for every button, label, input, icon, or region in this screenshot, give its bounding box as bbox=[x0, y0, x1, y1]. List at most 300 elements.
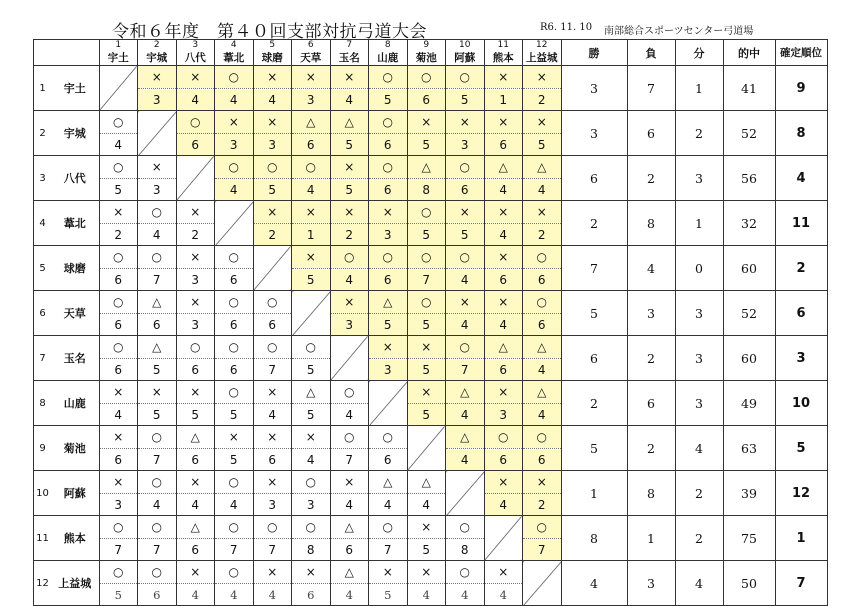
stat-loss: 8 bbox=[627, 201, 675, 246]
match-hit-count: 3 bbox=[446, 134, 485, 156]
match-result-mark: × bbox=[138, 156, 177, 179]
stat-draw: 0 bbox=[675, 246, 723, 291]
match-result-mark: △ bbox=[138, 291, 177, 314]
column-number: 6 bbox=[292, 40, 331, 52]
match-result-mark: ○ bbox=[292, 471, 331, 494]
row-number: 9 bbox=[34, 426, 52, 471]
match-hit-count: 3 bbox=[215, 134, 254, 156]
match-result-mark: △ bbox=[484, 156, 523, 179]
match-result-mark: △ bbox=[523, 381, 562, 404]
stat-draw: 4 bbox=[675, 561, 723, 606]
match-hit-count: 6 bbox=[138, 314, 177, 336]
match-hit-count: 1 bbox=[484, 89, 523, 111]
match-hit-count: 4 bbox=[215, 494, 254, 516]
stat-hits: 52 bbox=[723, 291, 775, 336]
column-number: 9 bbox=[407, 40, 446, 52]
stat-loss: 7 bbox=[627, 66, 675, 111]
match-hit-count: 6 bbox=[523, 269, 562, 291]
table-row bbox=[34, 381, 828, 404]
row-team-name: 葦北 bbox=[51, 201, 99, 246]
stat-rank: 3 bbox=[775, 336, 827, 381]
match-hit-count: 6 bbox=[99, 314, 138, 336]
match-result-mark: × bbox=[253, 201, 292, 224]
stat-win: 2 bbox=[561, 381, 627, 426]
match-hit-count: 6 bbox=[138, 584, 177, 606]
match-result-mark: × bbox=[176, 201, 215, 224]
match-hit-count: 4 bbox=[484, 314, 523, 336]
match-result-mark: × bbox=[330, 156, 369, 179]
match-result-mark: ○ bbox=[292, 336, 331, 359]
match-result-mark: △ bbox=[484, 336, 523, 359]
match-result-mark: ○ bbox=[99, 156, 138, 179]
stat-loss: 6 bbox=[627, 111, 675, 156]
match-result-mark: △ bbox=[523, 156, 562, 179]
match-hit-count: 5 bbox=[292, 404, 331, 426]
match-hit-count: 6 bbox=[369, 449, 408, 471]
match-hit-count: 5 bbox=[407, 359, 446, 381]
match-result-mark: ○ bbox=[99, 561, 138, 584]
match-result-mark: ○ bbox=[253, 336, 292, 359]
table-row bbox=[34, 246, 828, 269]
match-result-mark: × bbox=[407, 516, 446, 539]
match-result-mark: ○ bbox=[215, 66, 254, 89]
stat-loss: 1 bbox=[627, 516, 675, 561]
match-result-mark: × bbox=[407, 381, 446, 404]
match-result-mark: ○ bbox=[99, 336, 138, 359]
match-result-mark: × bbox=[369, 336, 408, 359]
match-hit-count: 6 bbox=[369, 134, 408, 156]
stat-loss: 2 bbox=[627, 336, 675, 381]
match-hit-count: 3 bbox=[369, 224, 408, 246]
match-hit-count: 4 bbox=[215, 584, 254, 606]
match-result-mark: × bbox=[484, 201, 523, 224]
match-hit-count: 5 bbox=[407, 314, 446, 336]
match-hit-count: 5 bbox=[407, 134, 446, 156]
row-team-name: 阿蘇 bbox=[51, 471, 99, 516]
match-hit-count: 4 bbox=[330, 269, 369, 291]
stat-rank: 11 bbox=[775, 201, 827, 246]
match-result-mark: × bbox=[446, 111, 485, 134]
stat-win: 6 bbox=[561, 336, 627, 381]
match-result-mark: △ bbox=[330, 561, 369, 584]
match-result-mark: × bbox=[292, 66, 331, 89]
match-hit-count: 4 bbox=[369, 494, 408, 516]
row-team-name: 球磨 bbox=[51, 246, 99, 291]
match-hit-count: 2 bbox=[523, 224, 562, 246]
row-team-name: 山鹿 bbox=[51, 381, 99, 426]
match-result-mark: ○ bbox=[407, 291, 446, 314]
stat-hits: 60 bbox=[723, 246, 775, 291]
stat-win: 8 bbox=[561, 516, 627, 561]
match-hit-count: 6 bbox=[215, 269, 254, 291]
stat-header-loss: 負 bbox=[627, 40, 675, 66]
self-match-cell bbox=[99, 66, 138, 111]
row-number: 7 bbox=[34, 336, 52, 381]
match-result-mark: × bbox=[99, 201, 138, 224]
match-hit-count: 7 bbox=[138, 539, 177, 561]
match-hit-count: 4 bbox=[215, 179, 254, 201]
stat-hits: 60 bbox=[723, 336, 775, 381]
match-hit-count: 7 bbox=[369, 539, 408, 561]
match-hit-count: 2 bbox=[99, 224, 138, 246]
match-hit-count: 5 bbox=[407, 224, 446, 246]
column-number: 5 bbox=[253, 40, 292, 52]
match-result-mark: × bbox=[484, 291, 523, 314]
stat-draw: 2 bbox=[675, 471, 723, 516]
match-result-mark: × bbox=[484, 246, 523, 269]
match-result-mark: △ bbox=[407, 156, 446, 179]
match-result-mark: ○ bbox=[407, 201, 446, 224]
column-team-name: 球磨 bbox=[253, 51, 292, 66]
match-result-mark: × bbox=[253, 111, 292, 134]
match-result-mark: ○ bbox=[292, 516, 331, 539]
table-row bbox=[34, 471, 828, 494]
table-row bbox=[34, 336, 828, 359]
match-hit-count: 6 bbox=[484, 359, 523, 381]
match-hit-count: 5 bbox=[176, 404, 215, 426]
match-result-mark: × bbox=[407, 561, 446, 584]
match-result-mark: ○ bbox=[446, 246, 485, 269]
match-hit-count: 4 bbox=[446, 584, 485, 606]
match-hit-count: 5 bbox=[138, 359, 177, 381]
stat-loss: 3 bbox=[627, 291, 675, 336]
match-hit-count: 3 bbox=[369, 359, 408, 381]
match-result-mark: ○ bbox=[292, 156, 331, 179]
match-hit-count: 4 bbox=[292, 179, 331, 201]
match-result-mark: × bbox=[330, 66, 369, 89]
stat-rank: 6 bbox=[775, 291, 827, 336]
match-result-mark: △ bbox=[369, 471, 408, 494]
match-hit-count: 4 bbox=[176, 89, 215, 111]
match-hit-count: 4 bbox=[253, 404, 292, 426]
match-hit-count: 4 bbox=[446, 449, 485, 471]
match-result-mark: × bbox=[523, 471, 562, 494]
column-team-name: 玉名 bbox=[330, 51, 369, 66]
match-hit-count: 6 bbox=[330, 539, 369, 561]
column-number: 2 bbox=[138, 40, 177, 52]
stat-win: 3 bbox=[561, 66, 627, 111]
match-hit-count: 6 bbox=[176, 134, 215, 156]
match-result-mark: × bbox=[215, 111, 254, 134]
match-result-mark: ○ bbox=[176, 336, 215, 359]
match-result-mark: × bbox=[523, 66, 562, 89]
row-team-name: 熊本 bbox=[51, 516, 99, 561]
match-hit-count: 6 bbox=[484, 134, 523, 156]
match-hit-count: 2 bbox=[330, 224, 369, 246]
match-result-mark: ○ bbox=[330, 381, 369, 404]
stat-win: 5 bbox=[561, 291, 627, 336]
match-hit-count: 5 bbox=[369, 89, 408, 111]
stat-draw: 3 bbox=[675, 291, 723, 336]
match-result-mark: ○ bbox=[138, 471, 177, 494]
match-hit-count: 5 bbox=[330, 134, 369, 156]
match-result-mark: ○ bbox=[215, 156, 254, 179]
column-team-name: 天草 bbox=[292, 51, 331, 66]
match-result-mark: × bbox=[253, 426, 292, 449]
match-hit-count: 6 bbox=[523, 314, 562, 336]
match-result-mark: △ bbox=[446, 426, 485, 449]
match-result-mark: × bbox=[330, 291, 369, 314]
match-hit-count: 6 bbox=[176, 449, 215, 471]
stat-rank: 7 bbox=[775, 561, 827, 606]
match-result-mark: × bbox=[253, 561, 292, 584]
stat-hits: 75 bbox=[723, 516, 775, 561]
match-result-mark: ○ bbox=[407, 66, 446, 89]
results-table bbox=[33, 39, 828, 606]
match-hit-count: 5 bbox=[369, 314, 408, 336]
self-match-cell bbox=[330, 336, 369, 381]
match-hit-count: 6 bbox=[215, 359, 254, 381]
match-hit-count: 5 bbox=[99, 179, 138, 201]
match-hit-count: 3 bbox=[292, 89, 331, 111]
match-result-mark: × bbox=[99, 426, 138, 449]
match-result-mark: × bbox=[330, 201, 369, 224]
match-hit-count: 6 bbox=[253, 449, 292, 471]
match-hit-count: 4 bbox=[99, 404, 138, 426]
column-team-name: 阿蘇 bbox=[446, 51, 485, 66]
match-result-mark: × bbox=[99, 471, 138, 494]
match-result-mark: × bbox=[176, 246, 215, 269]
row-number: 8 bbox=[34, 381, 52, 426]
page-title: 令和６年度 第４０回支部対抗弓道大会 bbox=[112, 22, 427, 42]
row-number: 11 bbox=[34, 516, 52, 561]
stat-win: 4 bbox=[561, 561, 627, 606]
column-number: 11 bbox=[484, 40, 523, 52]
match-result-mark: ○ bbox=[523, 291, 562, 314]
match-result-mark: × bbox=[523, 201, 562, 224]
match-result-mark: × bbox=[176, 66, 215, 89]
row-team-name: 宇土 bbox=[51, 66, 99, 111]
match-result-mark: ○ bbox=[330, 246, 369, 269]
match-hit-count: 8 bbox=[292, 539, 331, 561]
match-result-mark: × bbox=[292, 201, 331, 224]
stat-header-win: 勝 bbox=[561, 40, 627, 66]
match-hit-count: 8 bbox=[407, 179, 446, 201]
match-result-mark: ○ bbox=[138, 516, 177, 539]
column-number: 3 bbox=[176, 40, 215, 52]
match-hit-count: 3 bbox=[253, 494, 292, 516]
match-hit-count: 6 bbox=[369, 269, 408, 291]
self-match-cell bbox=[176, 156, 215, 201]
table-row bbox=[34, 156, 828, 179]
row-number: 1 bbox=[34, 66, 52, 111]
match-hit-count: 4 bbox=[330, 89, 369, 111]
stat-win: 2 bbox=[561, 201, 627, 246]
match-result-mark: △ bbox=[407, 471, 446, 494]
match-hit-count: 4 bbox=[446, 404, 485, 426]
match-hit-count: 4 bbox=[446, 269, 485, 291]
match-hit-count: 6 bbox=[99, 359, 138, 381]
match-result-mark: × bbox=[176, 381, 215, 404]
self-match-cell bbox=[292, 291, 331, 336]
match-hit-count: 4 bbox=[176, 584, 215, 606]
stat-draw: 1 bbox=[675, 201, 723, 246]
row-number: 10 bbox=[34, 471, 52, 516]
match-hit-count: 3 bbox=[176, 269, 215, 291]
column-team-name: 宇城 bbox=[138, 51, 177, 66]
row-team-name: 玉名 bbox=[51, 336, 99, 381]
stat-rank: 12 bbox=[775, 471, 827, 516]
table-row bbox=[34, 516, 828, 539]
match-hit-count: 5 bbox=[253, 179, 292, 201]
match-hit-count: 4 bbox=[523, 359, 562, 381]
stat-rank: 5 bbox=[775, 426, 827, 471]
self-match-cell bbox=[484, 516, 523, 561]
match-hit-count: 7 bbox=[138, 269, 177, 291]
match-result-mark: × bbox=[215, 426, 254, 449]
match-result-mark: × bbox=[407, 111, 446, 134]
match-hit-count: 5 bbox=[138, 404, 177, 426]
match-hit-count: 3 bbox=[138, 89, 177, 111]
match-result-mark: ○ bbox=[407, 246, 446, 269]
row-number: 2 bbox=[34, 111, 52, 156]
stat-draw: 3 bbox=[675, 156, 723, 201]
stat-loss: 4 bbox=[627, 246, 675, 291]
match-result-mark: ○ bbox=[523, 516, 562, 539]
match-hit-count: 5 bbox=[446, 224, 485, 246]
match-result-mark: △ bbox=[176, 426, 215, 449]
match-hit-count: 4 bbox=[484, 224, 523, 246]
match-hit-count: 5 bbox=[407, 539, 446, 561]
match-result-mark: ○ bbox=[369, 246, 408, 269]
match-hit-count: 4 bbox=[484, 179, 523, 201]
stat-draw: 2 bbox=[675, 516, 723, 561]
row-team-name: 菊池 bbox=[51, 426, 99, 471]
stat-hits: 41 bbox=[723, 66, 775, 111]
stat-hits: 32 bbox=[723, 201, 775, 246]
match-result-mark: ○ bbox=[215, 246, 254, 269]
match-result-mark: ○ bbox=[369, 111, 408, 134]
match-hit-count: 6 bbox=[99, 449, 138, 471]
stat-draw: 2 bbox=[675, 111, 723, 156]
match-result-mark: ○ bbox=[215, 291, 254, 314]
match-result-mark: × bbox=[407, 336, 446, 359]
match-hit-count: 8 bbox=[446, 539, 485, 561]
match-result-mark: × bbox=[292, 246, 331, 269]
row-number: 6 bbox=[34, 291, 52, 336]
row-number: 12 bbox=[34, 561, 52, 606]
match-hit-count: 7 bbox=[523, 539, 562, 561]
header-corner bbox=[34, 40, 100, 66]
match-hit-count: 3 bbox=[99, 494, 138, 516]
match-hit-count: 4 bbox=[292, 449, 331, 471]
match-result-mark: ○ bbox=[99, 516, 138, 539]
match-hit-count: 4 bbox=[330, 494, 369, 516]
match-hit-count: 4 bbox=[446, 314, 485, 336]
match-result-mark: × bbox=[369, 561, 408, 584]
match-result-mark: ○ bbox=[446, 561, 485, 584]
match-result-mark: △ bbox=[446, 381, 485, 404]
match-result-mark: × bbox=[176, 561, 215, 584]
match-result-mark: ○ bbox=[523, 246, 562, 269]
row-team-name: 上益城 bbox=[51, 561, 99, 606]
match-hit-count: 4 bbox=[138, 224, 177, 246]
column-number: 12 bbox=[523, 40, 562, 52]
column-team-name: 上益城 bbox=[523, 51, 562, 66]
stat-hits: 39 bbox=[723, 471, 775, 516]
stat-header-rank: 確定順位 bbox=[775, 40, 827, 66]
stat-loss: 2 bbox=[627, 426, 675, 471]
match-result-mark: ○ bbox=[215, 381, 254, 404]
match-result-mark: ○ bbox=[215, 516, 254, 539]
stat-loss: 3 bbox=[627, 561, 675, 606]
match-result-mark: ○ bbox=[446, 516, 485, 539]
match-result-mark: ○ bbox=[138, 426, 177, 449]
match-result-mark: × bbox=[446, 201, 485, 224]
match-hit-count: 5 bbox=[330, 179, 369, 201]
match-hit-count: 7 bbox=[407, 269, 446, 291]
match-hit-count: 3 bbox=[138, 179, 177, 201]
match-hit-count: 4 bbox=[176, 494, 215, 516]
column-number: 8 bbox=[369, 40, 408, 52]
table-row bbox=[34, 561, 828, 584]
match-hit-count: 3 bbox=[176, 314, 215, 336]
match-hit-count: 7 bbox=[215, 539, 254, 561]
stat-hits: 50 bbox=[723, 561, 775, 606]
match-result-mark: ○ bbox=[369, 426, 408, 449]
match-hit-count: 6 bbox=[292, 584, 331, 606]
match-result-mark: ○ bbox=[330, 426, 369, 449]
match-hit-count: 7 bbox=[253, 539, 292, 561]
self-match-cell bbox=[523, 561, 562, 606]
stat-hits: 49 bbox=[723, 381, 775, 426]
table-row bbox=[34, 111, 828, 134]
stat-hits: 56 bbox=[723, 156, 775, 201]
table-row bbox=[34, 426, 828, 449]
match-hit-count: 7 bbox=[138, 449, 177, 471]
stat-win: 1 bbox=[561, 471, 627, 516]
column-team-name: 葦北 bbox=[215, 51, 254, 66]
self-match-cell bbox=[253, 246, 292, 291]
match-result-mark: △ bbox=[138, 336, 177, 359]
self-match-cell bbox=[446, 471, 485, 516]
match-result-mark: ○ bbox=[484, 426, 523, 449]
match-hit-count: 5 bbox=[407, 404, 446, 426]
stat-rank: 9 bbox=[775, 66, 827, 111]
match-hit-count: 5 bbox=[446, 89, 485, 111]
stat-rank: 8 bbox=[775, 111, 827, 156]
match-hit-count: 4 bbox=[330, 404, 369, 426]
match-hit-count: 3 bbox=[292, 494, 331, 516]
match-result-mark: ○ bbox=[215, 336, 254, 359]
match-result-mark: × bbox=[99, 381, 138, 404]
stat-win: 7 bbox=[561, 246, 627, 291]
match-result-mark: ○ bbox=[446, 66, 485, 89]
self-match-cell bbox=[138, 111, 177, 156]
stat-rank: 1 bbox=[775, 516, 827, 561]
match-hit-count: 6 bbox=[484, 449, 523, 471]
match-result-mark: ○ bbox=[253, 291, 292, 314]
stat-draw: 3 bbox=[675, 336, 723, 381]
match-result-mark: ○ bbox=[369, 66, 408, 89]
match-hit-count: 4 bbox=[138, 494, 177, 516]
match-hit-count: 4 bbox=[253, 584, 292, 606]
match-hit-count: 2 bbox=[253, 224, 292, 246]
match-result-mark: ○ bbox=[215, 561, 254, 584]
row-number: 5 bbox=[34, 246, 52, 291]
match-result-mark: ○ bbox=[215, 471, 254, 494]
match-hit-count: 6 bbox=[369, 179, 408, 201]
match-result-mark: × bbox=[484, 66, 523, 89]
match-hit-count: 4 bbox=[484, 584, 523, 606]
match-hit-count: 3 bbox=[253, 134, 292, 156]
table-row bbox=[34, 291, 828, 314]
match-hit-count: 6 bbox=[292, 134, 331, 156]
stat-win: 3 bbox=[561, 111, 627, 156]
table-row bbox=[34, 66, 828, 89]
match-hit-count: 4 bbox=[523, 179, 562, 201]
match-result-mark: △ bbox=[292, 381, 331, 404]
